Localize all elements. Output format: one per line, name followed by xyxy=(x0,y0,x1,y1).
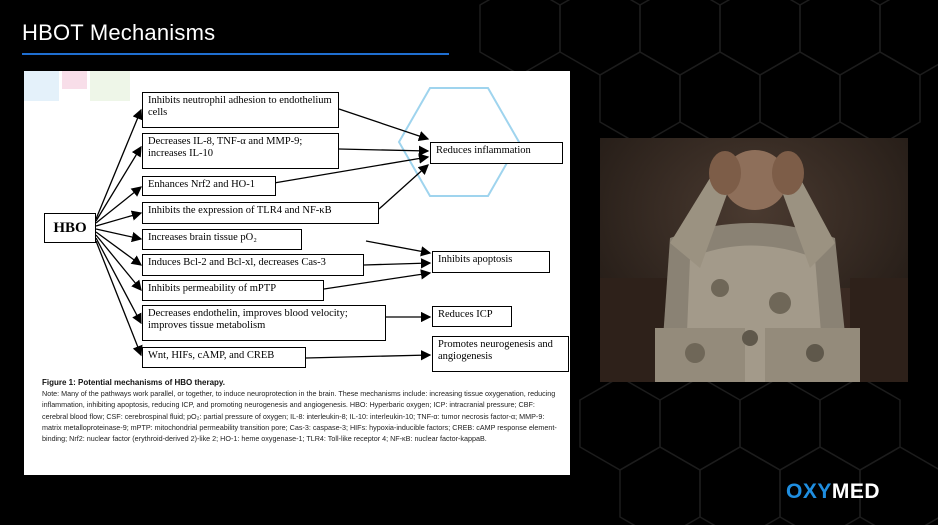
mechanism-box: Decreases IL-8, TNF-α and MMP-9; increases IL-10 xyxy=(142,133,339,169)
mechanism-figure xyxy=(24,71,570,475)
outcome-box: Reduces ICP xyxy=(432,306,512,327)
outcome-box: Inhibits apoptosis xyxy=(432,251,550,273)
slide-title: HBOT Mechanisms xyxy=(22,20,216,45)
mechanism-box: Inhibits permeability of mPTP xyxy=(142,280,324,301)
hbo-root-box: HBO xyxy=(44,213,96,243)
mechanism-box: Increases brain tissue pO₂ xyxy=(142,229,302,250)
distressed-soldier-photo xyxy=(600,138,908,382)
caption-title: Figure 1: Potential mechanisms of HBO therapy. xyxy=(42,378,225,387)
mechanism-box: Wnt, HIFs, cAMP, and CREB xyxy=(142,347,306,368)
logo-part-oxy: OXY xyxy=(786,480,832,503)
mechanism-box: Inhibits neutrophil adhesion to endothelium cells xyxy=(142,92,339,128)
title-underline xyxy=(22,53,449,55)
mechanism-box: Decreases endothelin, improves blood velocity; improves tissue metabolism xyxy=(142,305,386,341)
outcome-box: Reduces inflammation xyxy=(430,142,563,164)
faint-color-strip xyxy=(24,71,134,101)
oxymed-logo xyxy=(786,480,880,504)
caption-note: Note: Many of the pathways work parallel, or together, to induce neuroprotection in the brain. These mechanisms include: increasing tissue oxygenation, reducing inflammation, inhibiting apoptosis, reducing ICP, and promoting neurogenesis and angiogenesis. HBO: Hyperbaric oxygen; ICP: intracranial pressure; CBF: cerebral blood flow; CSF: cerebrospinal fluid; pO₂: partial pressure of oxygen; IL-8: interleukin-8; IL-10: interleukin-10; TNF-α: tumor necrosis factor-α; MMP-9: matrix metalloproteinase-9; mPTP: mitochondrial permeability transition pore; Cas-3: caspase-3; HIFs: hypoxia-inducible factors; CREB: cAMP response element-binding; Nrf2: nuclear factor (erythroid-derived 2)-like 2; HO-1: heme oxygenase-1; TLR4: Toll-like receptor 4; NF-κB: nuclear factor-kappaB. xyxy=(42,389,557,444)
figure-caption xyxy=(42,377,562,444)
mechanism-box: Induces Bcl-2 and Bcl-xl, decreases Cas-3 xyxy=(142,254,364,276)
logo-part-med: MED xyxy=(831,480,881,503)
mechanism-box: Enhances Nrf2 and HO-1 xyxy=(142,176,276,196)
outcome-box: Promotes neurogenesis and angiogenesis xyxy=(432,336,569,372)
mechanism-box: Inhibits the expression of TLR4 and NF-κB xyxy=(142,202,379,224)
